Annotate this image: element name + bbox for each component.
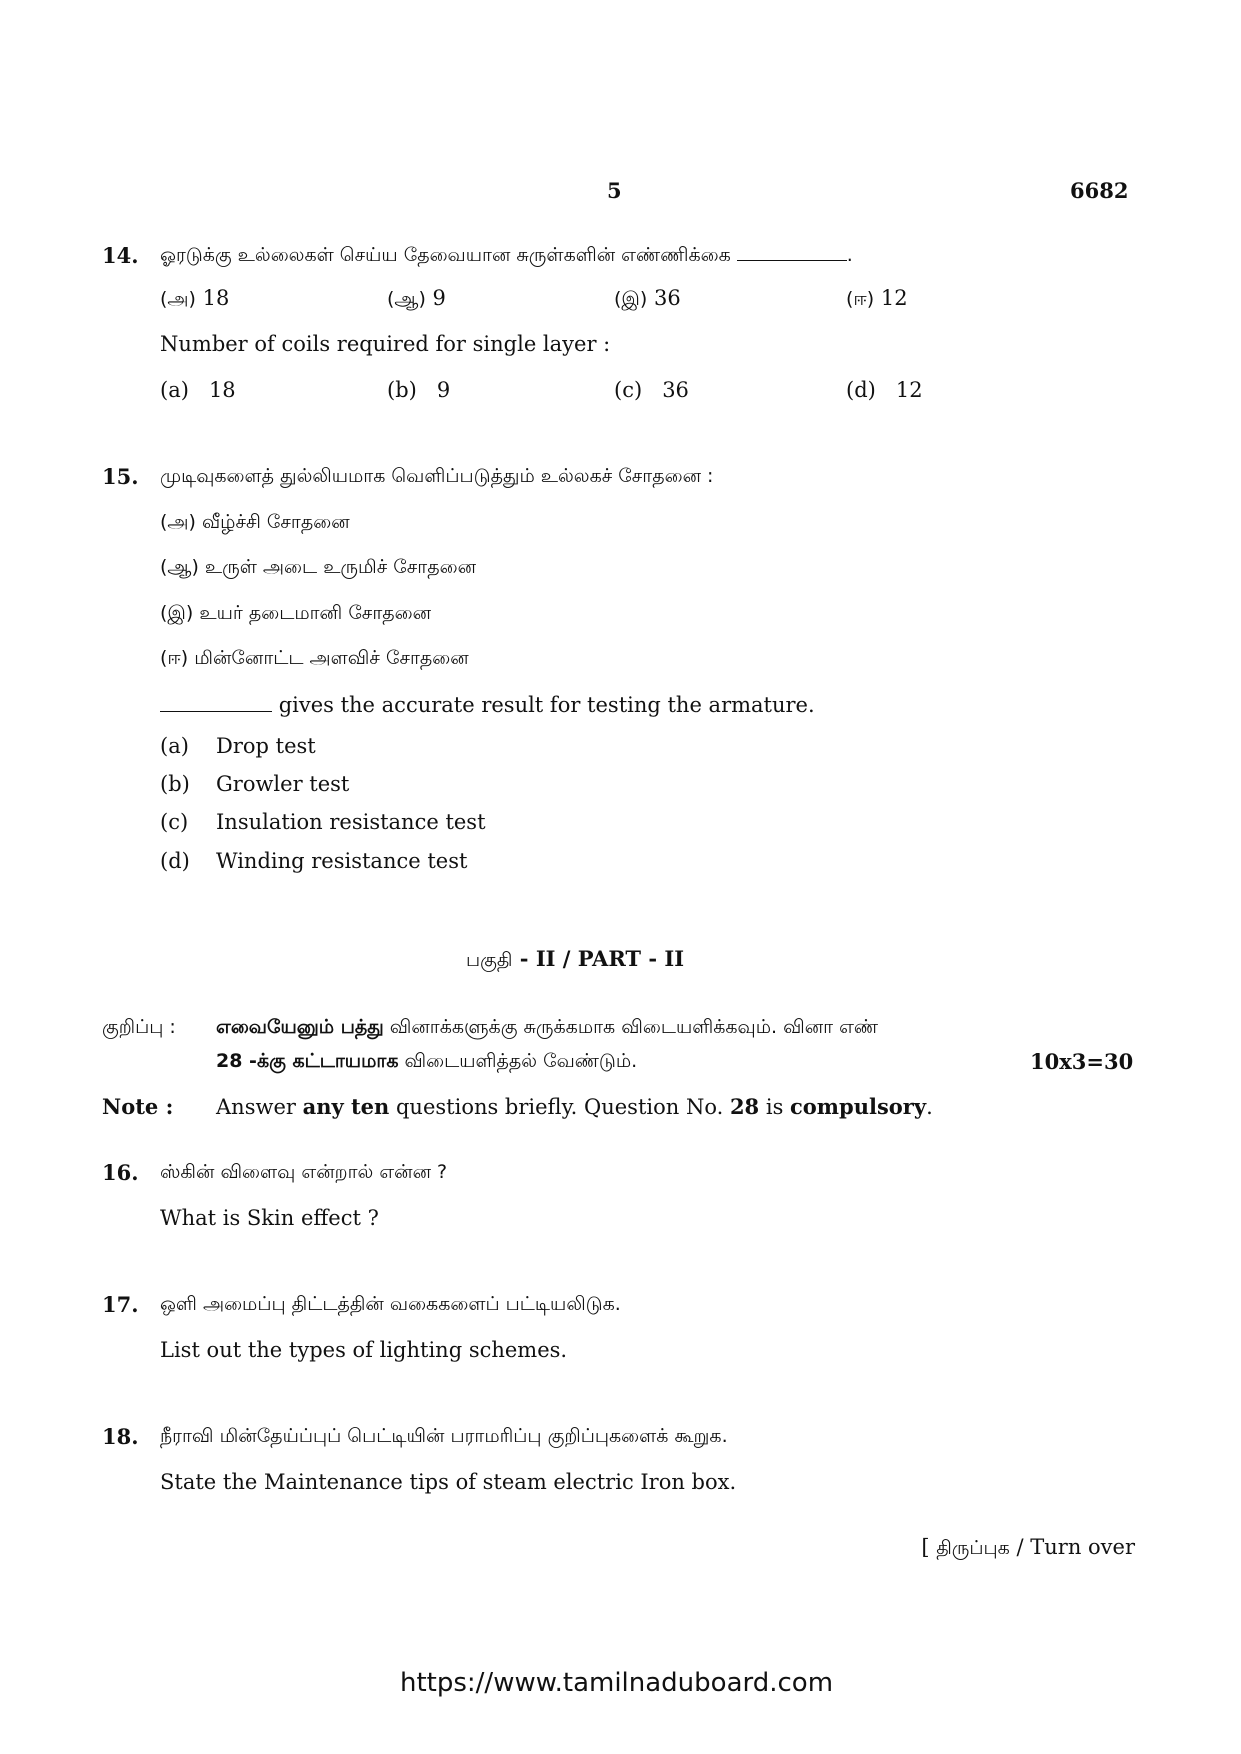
q14-tamil-end: . [846, 244, 853, 266]
page-number: 5 [607, 178, 622, 203]
q18-english-question: State the Maintenance tips of steam electric Iron box. [160, 1470, 737, 1494]
paper-code: 6682 [1070, 178, 1129, 203]
answer-blank [160, 711, 272, 712]
question-number-15: 15. [102, 464, 139, 489]
q15-tamil-option-d: (ஈ) மின்னோட்ட அளவிச் சோதனை [160, 647, 469, 669]
q15-tamil-option-c: (இ) உயர் தடைமானி சோதனை [160, 602, 432, 624]
part-heading: பகுதி - II / PART - II [466, 946, 685, 971]
q14-tamil-option-d: (ஈ) 12 [846, 286, 908, 310]
q18-tamil-question: நீராவி மின்தேய்ப்புப் பெட்டியின் பராமரிப்பு குறிப்புகளைக் கூறுக. [160, 1425, 728, 1447]
q14-tamil-option-c: (இ) 36 [614, 286, 681, 310]
question-number-16: 16. [102, 1160, 139, 1185]
q15-english-option-b: (b) Growler test [160, 772, 350, 796]
q14-tamil-text [160, 244, 853, 269]
q15-english-text: gives the accurate result for testing the armature. [278, 693, 815, 717]
note-tamil-line2: 28 -க்கு கட்டாயமாக விடையளித்தல் வேண்டும். [216, 1050, 638, 1072]
q15-english-option-a: (a) Drop test [160, 734, 316, 758]
note-tamil-line1: எவையேனும் பத்து வினாக்களுக்கு சுருக்கமாக விடையளிக்கவும். வினா எண் [216, 1016, 879, 1038]
q14-english-option-d: (d) 12 [846, 378, 923, 402]
question-number-18: 18. [102, 1424, 139, 1449]
q14-english-option-c: (c) 36 [614, 378, 689, 402]
note-english-text: Answer any ten questions briefly. Question No. 28 is compulsory. [216, 1094, 933, 1119]
q17-english-question: List out the types of lighting schemes. [160, 1338, 568, 1362]
note-label-tamil: குறிப்பு : [102, 1016, 176, 1038]
q14-tamil-question: ஓரடுக்கு உல்லைகள் செய்ய தேவையான சுருள்களின் எண்ணிக்கை [160, 244, 731, 266]
q15-english-option-d: (d) Winding resistance test [160, 849, 468, 873]
q14-english-option-a: (a) 18 [160, 378, 236, 402]
q15-english-option-c: (c) Insulation resistance test [160, 810, 486, 834]
q16-tamil-question: ஸ்கின் விளைவு என்றால் என்ன ? [160, 1161, 448, 1183]
q14-tamil-option-b: (ஆ) 9 [387, 286, 446, 310]
q16-english-question: What is Skin effect ? [160, 1206, 379, 1230]
note-label-english: Note : [102, 1094, 174, 1119]
question-number-17: 17. [102, 1292, 139, 1317]
footer-url[interactable]: https://www.tamilnaduboard.com [400, 1668, 834, 1698]
q14-english-option-b: (b) 9 [387, 378, 451, 402]
question-number-14: 14. [102, 243, 139, 268]
answer-blank [737, 260, 847, 261]
marks-allocation: 10x3=30 [1030, 1049, 1134, 1074]
q15-tamil-question: முடிவுகளைத் துல்லியமாக வெளிப்படுத்தும் உல்லகச் சோதனை : [160, 465, 714, 487]
q17-tamil-question: ஒளி அமைப்பு திட்டத்தின் வகைகளைப் பட்டியலிடுக. [160, 1293, 621, 1315]
q15-tamil-option-a: (அ) வீழ்ச்சி சோதனை [160, 511, 350, 533]
q15-english-question [160, 693, 815, 717]
q15-tamil-option-b: (ஆ) உருள் அடை உருமிச் சோதனை [160, 556, 477, 578]
q14-english-question: Number of coils required for single layer : [160, 332, 611, 356]
q14-tamil-option-a: (அ) 18 [160, 286, 230, 310]
turn-over-note: [ திருப்புக / Turn over [921, 1535, 1135, 1559]
